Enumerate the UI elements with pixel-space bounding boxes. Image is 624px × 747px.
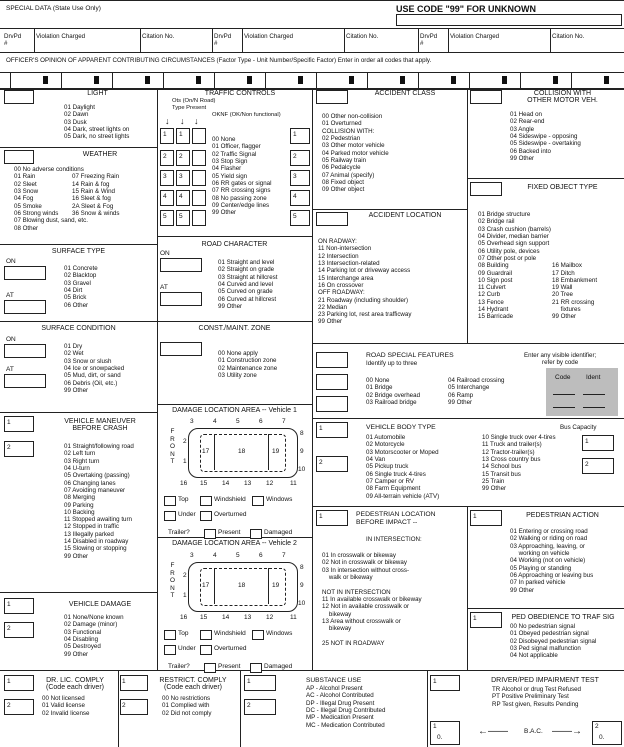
road-special-col2: 04 Railroad crossing 05 Interchange 06 Ramp 99 Other bbox=[448, 377, 505, 406]
use-code-field[interactable] bbox=[396, 14, 622, 26]
damage-zone-number: 9 bbox=[300, 582, 304, 589]
trailer-label: Trailer? bbox=[168, 529, 190, 536]
traffic-control-row-num: 2 bbox=[179, 153, 183, 160]
damage-overturned-checkbox[interactable] bbox=[200, 645, 212, 655]
vehicle-maneuver-title: VEHICLE MANEUVER BEFORE CRASH bbox=[64, 418, 136, 432]
damage-zone-number: 11 bbox=[290, 614, 297, 621]
factor-tick-mark bbox=[94, 76, 99, 84]
violation-cell-label: Citation No. bbox=[346, 33, 379, 40]
trailer-damaged-checkbox[interactable] bbox=[250, 529, 262, 539]
traffic-control-row-num: 1 bbox=[163, 131, 167, 138]
car-divider bbox=[214, 434, 215, 470]
accident-class-box[interactable] bbox=[316, 90, 348, 104]
vehicle-damage-box-2-num: 2 bbox=[7, 625, 11, 632]
violation-cell-label: Violation Charged bbox=[450, 33, 500, 40]
substance-box-1-num: 1 bbox=[247, 678, 251, 685]
factor-entry-box[interactable] bbox=[322, 79, 346, 88]
arrow-down-icon: ↓ bbox=[165, 116, 170, 126]
factor-entry-box[interactable] bbox=[424, 79, 448, 88]
factor-tick-mark bbox=[145, 76, 150, 84]
factor-entry-box[interactable] bbox=[16, 79, 40, 88]
violation-cell-label: DrvPd # bbox=[420, 33, 438, 48]
bus-capacity-box-1-num: 1 bbox=[585, 438, 589, 445]
drlic-box-1-num: 1 bbox=[7, 678, 11, 685]
factor-tick-mark bbox=[400, 76, 405, 84]
ped-action-options: 01 Entering or crossing road 02 Walking or riding on road 03 Approaching, leaving, or working on vehicle 04 Working (not on vehicle) 05 Playing or standing 06 Approaching or leaving bus 07 In parked vehicle 99 Other bbox=[510, 528, 594, 594]
damage-zone-number: 14 bbox=[222, 614, 230, 621]
damage-zone-number: 5 bbox=[236, 552, 240, 559]
damage-under-checkbox[interactable] bbox=[164, 645, 176, 655]
factor-entry-box[interactable] bbox=[118, 79, 142, 88]
factor-tick-mark bbox=[604, 76, 609, 84]
light-box[interactable] bbox=[4, 90, 34, 104]
violation-cell-label: Citation No. bbox=[142, 33, 175, 40]
factor-entry-box[interactable] bbox=[67, 79, 91, 88]
const-maint-options: 00 None apply 01 Construction zone 02 Maintenance zone 03 Utility zone bbox=[218, 350, 278, 379]
factor-entry-box[interactable] bbox=[220, 79, 244, 88]
cell-divider bbox=[34, 29, 35, 52]
collision-with-options: 01 Head on 02 Rear-end 03 Angle 04 Sideswipe - opposing 05 Sideswipe - overtaking 06 Backed into 99 Other bbox=[510, 111, 581, 162]
car-divider bbox=[214, 568, 215, 604]
factor-tick-mark bbox=[43, 76, 48, 84]
road-character-on-box[interactable] bbox=[160, 258, 202, 272]
surface-condition-at-label: AT bbox=[6, 366, 14, 373]
vehicle-maneuver-options: 01 Straight/following road 02 Left turn 03 Right turn 04 U-turn 05 Overtaking (passing) 06 Changing lanes 07 Avoiding maneuver 08 Merging 09 Parking 10 Backing 11 Stopped awaiting turn 12 Stopped in traffic 13 Illegally parked 14 Disabled in roadway 15 Slowing or stopping 99 Other bbox=[64, 443, 134, 560]
ident-label: Ident bbox=[586, 374, 601, 381]
damage1-title: DAMAGE LOCATION AREA -- Vehicle 1 bbox=[172, 407, 297, 414]
damage-zone-number: 1 bbox=[183, 458, 187, 465]
damage-zone-number: 4 bbox=[213, 418, 217, 425]
road-character-options: 01 Straight and level 02 Straight on grade 03 Straight at hillcrest 04 Curved and level 05 Curved on grade 06 Curved at hillcrest 99 Other bbox=[218, 259, 278, 310]
weather-options-col2: 07 Freezing Rain 14 Rain & fog 15 Rain & Wind 16 Sleet & fog 2A Sleet & Fog 36 Snow & winds bbox=[72, 173, 120, 217]
surface-type-options: 01 Concrete 02 Blacktop 03 Gravel 04 Dirt 05 Brick 06 Other bbox=[64, 265, 98, 309]
road-special-box[interactable] bbox=[316, 396, 348, 412]
road-special-col1: 00 None 01 Bridge 02 Bridge overhead 03 Railroad bridge bbox=[366, 377, 421, 406]
damage-zone-number: 19 bbox=[272, 582, 280, 589]
front-label: F R O N T bbox=[170, 428, 175, 466]
fixed-object-col2: 16 Mailbox 17 Ditch 18 Embankment 19 Wall 20 Tree 21 RR crossing fixtures 99 Other bbox=[552, 262, 598, 321]
damage-zone-number: 17 bbox=[202, 448, 210, 455]
substance-options: AP - Alcohol Present AC - Alcohol Contributed DP - Illegal Drug Present DC - Illegal Drug Contributed MP - Medication Present MC - Medication Contributed bbox=[306, 685, 386, 729]
factor-entry-box[interactable] bbox=[169, 79, 193, 88]
road-special-box[interactable] bbox=[316, 352, 348, 368]
violation-cell-label: Violation Charged bbox=[244, 33, 294, 40]
factor-entry-box[interactable] bbox=[577, 79, 601, 88]
factor-divider bbox=[214, 72, 215, 88]
damage-zone-number: 19 bbox=[272, 448, 280, 455]
maneuver-box-2-num: 2 bbox=[7, 444, 11, 451]
damage-zone-number: 14 bbox=[222, 480, 230, 487]
damage-zone-number: 4 bbox=[213, 552, 217, 559]
weather-options-col1: 00 No adverse conditions 01 Rain 02 Sleet 03 Snow 04 Fog 05 Smoke 06 Strong winds 07 Blowing dust, sand, etc. 08 Other bbox=[14, 166, 88, 232]
trailer-present-checkbox[interactable] bbox=[204, 529, 216, 539]
officer-opinion-label: OFFICER'S OPINION OF APPARENT CONTRIBUTING CIRCUMSTANCES (Factor Type - Unit Number/Specific Factor) Enter in order all codes that apply. bbox=[6, 57, 432, 64]
road-special-title: ROAD SPECIAL FEATURES bbox=[366, 352, 454, 359]
factor-tick-mark bbox=[247, 76, 252, 84]
factor-divider bbox=[469, 72, 470, 88]
damage-zone-number: 7 bbox=[282, 552, 286, 559]
factor-divider bbox=[163, 72, 164, 88]
ped-obedience-options: 00 No pedestrian signal 01 Obeyed pedestrian signal 02 Disobeyed pedestrian signal 03 Ped signal malfunction 04 Not applicable bbox=[510, 623, 597, 660]
road-special-sub: Identify up to three bbox=[366, 360, 418, 367]
surface-type-title: SURFACE TYPE bbox=[51, 248, 106, 255]
violation-cell-label: Violation Charged bbox=[36, 33, 86, 40]
surface-condition-on-box[interactable] bbox=[4, 344, 46, 358]
accident-class-options: 00 Other non-collision 01 Overturned COLLISION WITH: 02 Pedestrian 03 Other motor vehicle 04 Parked motor vehicle 05 Railway train 06 Pedalcycle 07 Animal (specify) 08 Fixed object 09 Other object bbox=[322, 113, 389, 194]
surface-type-at-label: AT bbox=[6, 292, 14, 299]
damage-zone-number: 16 bbox=[180, 480, 188, 487]
factor-divider bbox=[10, 72, 11, 88]
damage-zone-number: 10 bbox=[298, 600, 306, 607]
damage-windows-label: Windows bbox=[266, 630, 293, 637]
traffic-control-row-num: 3 bbox=[163, 173, 167, 180]
damage-zone-number: 15 bbox=[200, 614, 208, 621]
light-options: 01 Daylight 02 Dawn 03 Dusk 04 Dark, street lights on 05 Dark, no street lights bbox=[64, 104, 130, 141]
front-label: F R O N T bbox=[170, 562, 175, 600]
damage-zone-number: 18 bbox=[238, 448, 246, 455]
traffic-control-row-num: 5 bbox=[293, 213, 297, 220]
bus-capacity-box-2-num: 2 bbox=[585, 461, 589, 468]
weather-title: WEATHER bbox=[82, 151, 118, 158]
damage-zone-number: 15 bbox=[200, 480, 208, 487]
damage-windshield-checkbox[interactable] bbox=[200, 630, 212, 640]
damage-zone-number: 6 bbox=[259, 418, 263, 425]
cell-divider bbox=[418, 29, 419, 52]
damage2-title: DAMAGE LOCATION AREA -- Vehicle 2 bbox=[172, 540, 297, 547]
factor-tick-mark bbox=[349, 76, 354, 84]
accident-location-title: ACCIDENT LOCATION bbox=[368, 212, 442, 219]
road-character-at-label: AT bbox=[160, 284, 168, 291]
damage-zone-number: 13 bbox=[244, 614, 252, 621]
body-type-col2: 10 Single truck over 4-tires 11 Truck and trailer(s) 12 Tractor-trailer(s) 13 Cross country bus 14 School bus 15 Transit bus 25 Train 99 Other bbox=[482, 434, 556, 493]
surface-condition-title: SURFACE CONDITION bbox=[41, 325, 116, 332]
surface-type-on-box[interactable] bbox=[4, 266, 46, 280]
ped-location-options: 01 In crosswalk or bikeway 02 Not in crosswalk or bikeway 03 In intersection without cross- walk or bikeway NOT IN INTERSECTION 11 In available crosswalk or bikeway 12 Not in available crosswalk or bikeway 13 Area without crosswalk or bikeway 25 NOT IN ROADWAY bbox=[322, 552, 422, 647]
damage-zone-number: 13 bbox=[244, 480, 252, 487]
road-character-on-label: ON bbox=[160, 250, 170, 257]
ped-action-box-num: 1 bbox=[473, 513, 477, 520]
ped-obedience-box-num: 1 bbox=[473, 615, 477, 622]
factor-entry-box[interactable] bbox=[475, 79, 499, 88]
damage-zone-number: 3 bbox=[190, 418, 194, 425]
damage-zone-number: 9 bbox=[300, 448, 304, 455]
impairment-options: TR Alcohol or drug Test Refused PT Positive Preliminary Test RP Test given, Results Pending bbox=[492, 686, 581, 708]
factor-tick-mark bbox=[451, 76, 456, 84]
weather-box[interactable] bbox=[4, 150, 34, 164]
damage-windshield-checkbox[interactable] bbox=[200, 496, 212, 506]
traffic-control-row-num: 4 bbox=[163, 193, 167, 200]
damage-zone-number: 18 bbox=[238, 582, 246, 589]
damage-zone-number: 7 bbox=[282, 418, 286, 425]
car-divider bbox=[268, 434, 269, 470]
damage-top-label: Top bbox=[178, 630, 189, 637]
vehicle-damage-title: VEHICLE DAMAGE bbox=[68, 601, 132, 608]
drlic-box-2-num: 2 bbox=[7, 702, 11, 709]
damage-zone-number: 11 bbox=[290, 480, 297, 487]
special-data-label: SPECIAL DATA (State Use Only) bbox=[6, 5, 101, 12]
factor-entry-box[interactable] bbox=[526, 79, 550, 88]
use-code-title: USE CODE "99" FOR UNKNOWN bbox=[396, 4, 537, 14]
traffic-control-row-num: 2 bbox=[293, 153, 297, 160]
trailer-label: Trailer? bbox=[168, 663, 190, 670]
trailer-present-label: Present bbox=[218, 529, 241, 536]
car-divider bbox=[268, 568, 269, 604]
drlic-options: 00 Not licensed 01 Valid license 02 Invalid license bbox=[42, 695, 90, 717]
restrict-box-2-num: 2 bbox=[122, 702, 126, 709]
damage-top-checkbox[interactable] bbox=[164, 630, 176, 640]
traffic-control-row-num: 3 bbox=[293, 173, 297, 180]
damage-zone-number: 5 bbox=[236, 418, 240, 425]
factor-divider bbox=[571, 72, 572, 88]
trailer-present-label: Present bbox=[218, 663, 241, 670]
fixed-object-box[interactable] bbox=[470, 182, 502, 196]
damage-zone-number: 2 bbox=[183, 572, 187, 579]
damage-zone-number: 3 bbox=[190, 552, 194, 559]
damage-zone-number: 2 bbox=[183, 438, 187, 445]
impairment-title: DRIVER/PED IMPAIRMENT TEST bbox=[491, 677, 599, 684]
damage-zone-number: 16 bbox=[180, 614, 188, 621]
arrow-left-icon: ←—— bbox=[478, 726, 508, 737]
collision-with-box[interactable] bbox=[470, 90, 502, 104]
bac-label: B.A.C. bbox=[524, 728, 543, 735]
surface-type-on-label: ON bbox=[6, 258, 16, 265]
traffic-oknf-label: OKNF (OK/Non functional) bbox=[212, 112, 281, 118]
traffic-control-row-num: 5 bbox=[179, 213, 183, 220]
traffic-control-oknf-box[interactable] bbox=[192, 150, 206, 166]
restrict-options: 00 No restrictions 01 Complied with 02 Did not comply bbox=[162, 695, 212, 717]
damage-windows-checkbox[interactable] bbox=[252, 630, 264, 640]
factor-tick-mark bbox=[298, 76, 303, 84]
road-character-title: ROAD CHARACTER bbox=[201, 241, 268, 248]
bac-box-2-num: 2 bbox=[595, 723, 599, 730]
damage-under-label: Under bbox=[178, 645, 196, 652]
damage-overturned-label: Overturned bbox=[214, 645, 247, 652]
trailer-present-checkbox[interactable] bbox=[204, 663, 216, 673]
factor-tick-mark bbox=[196, 76, 201, 84]
cell-divider bbox=[448, 29, 449, 52]
cell-divider bbox=[140, 29, 141, 52]
bac-box-2-zero: 0. bbox=[599, 734, 605, 741]
accident-location-box[interactable] bbox=[316, 212, 348, 226]
const-maint-box[interactable] bbox=[160, 342, 202, 356]
ped-action-title: PEDESTRIAN ACTION bbox=[526, 512, 599, 519]
traffic-control-row-num: 1 bbox=[179, 131, 183, 138]
damage-top-label: Top bbox=[178, 496, 189, 503]
bus-capacity-label: Bus Capacity bbox=[560, 424, 597, 431]
body-type-box-1-num: 1 bbox=[319, 425, 323, 432]
fixed-object-title: FIXED OBJECT TYPE bbox=[527, 184, 598, 191]
bac-box-1-num: 1 bbox=[433, 723, 437, 730]
arrow-right-icon: ——→ bbox=[552, 726, 582, 737]
surface-condition-on-label: ON bbox=[6, 336, 16, 343]
factor-divider bbox=[265, 72, 266, 88]
cell-divider bbox=[550, 29, 551, 52]
body-type-title: VEHICLE BODY TYPE bbox=[366, 424, 436, 431]
accident-location-options: ON RADWAY: 11 Non-intersection 12 Intersection 13 Intersection-related 14 Parking lot or driveway access 15 Interchange area 16 On crossover OFF ROADWAY: 21 Roadway (including shoulder) 22 Median 23 Parking lot, rest area trafficway 99 Other bbox=[318, 238, 412, 326]
cell-divider bbox=[212, 29, 213, 52]
damage-top-checkbox[interactable] bbox=[164, 496, 176, 506]
surface-condition-options: 01 Dry 02 Wet 03 Snow or slush 04 Ice or snowpacked 05 Mud, dirt, or sand 06 Debris (Oil, etc.) 99 Other bbox=[64, 343, 125, 394]
maneuver-box-1-num: 1 bbox=[7, 419, 11, 426]
damage-overturned-checkbox[interactable] bbox=[200, 511, 212, 521]
factor-divider bbox=[367, 72, 368, 88]
impairment-box-1-num: 1 bbox=[433, 678, 437, 685]
code-label: Code bbox=[555, 374, 571, 381]
cell-divider bbox=[344, 29, 345, 52]
factor-divider bbox=[316, 72, 317, 88]
traffic-control-oknf-box[interactable] bbox=[192, 170, 206, 186]
traffic-control-row-num: 4 bbox=[293, 193, 297, 200]
vehicle-damage-options: 01 None/None known 02 Damage (minor) 03 Functional 04 Disabling 05 Destroyed 99 Other bbox=[64, 614, 124, 658]
trailer-damaged-checkbox[interactable] bbox=[250, 663, 262, 673]
traffic-control-row-num: 1 bbox=[293, 131, 297, 138]
damage-under-label: Under bbox=[178, 511, 196, 518]
drlic-title: DR. LIC. COMPLY (Code each driver) bbox=[46, 677, 104, 691]
damage-windshield-label: Windshield bbox=[214, 496, 246, 503]
accident-class-title: ACCIDENT CLASS bbox=[374, 90, 436, 97]
factor-divider bbox=[61, 72, 62, 88]
traffic-control-row-num: 5 bbox=[163, 213, 167, 220]
restrict-box-1-num: 1 bbox=[122, 678, 126, 685]
damage-windows-checkbox[interactable] bbox=[252, 496, 264, 506]
damage-zone-number: 8 bbox=[300, 564, 304, 571]
factor-divider bbox=[112, 72, 113, 88]
factor-entry-box[interactable] bbox=[271, 79, 295, 88]
traffic-control-oknf-box[interactable] bbox=[192, 190, 206, 206]
road-character-at-box[interactable] bbox=[160, 292, 202, 306]
factor-divider bbox=[520, 72, 521, 88]
ped-location-title: PEDESTRIAN LOCATION BEFORE IMPACT -- bbox=[356, 511, 436, 527]
traffic-control-row-num: 4 bbox=[179, 193, 183, 200]
factor-divider bbox=[418, 72, 419, 88]
violation-cell-label: Citation No. bbox=[552, 33, 585, 40]
surface-type-at-box[interactable] bbox=[4, 300, 46, 314]
const-maint-title: CONST./MAINT. ZONE bbox=[198, 325, 271, 332]
traffic-controls-title: TRAFFIC CONTROLS bbox=[204, 90, 276, 97]
damage-windshield-label: Windshield bbox=[214, 630, 246, 637]
road-special-box[interactable] bbox=[316, 374, 348, 390]
traffic-control-row-num: 3 bbox=[179, 173, 183, 180]
collision-with-title: COLLISION WITH OTHER MOTOR VEH. bbox=[527, 90, 598, 104]
light-title: LIGHT bbox=[87, 90, 108, 97]
road-special-enter-any: Enter any visible identifier; refer by code bbox=[524, 352, 597, 367]
vehicle-damage-box-1-num: 1 bbox=[7, 601, 11, 608]
body-type-col1: 01 Automobile 02 Motorcycle 03 Motorscooter or Moped 04 Van 05 Pickup truck 06 Single truck 4-tires 07 Camper or RV 08 Farm Equipment 09 All-terrain vehicle (ATV) bbox=[366, 434, 440, 500]
bac-box-1-zero: 0. bbox=[437, 734, 443, 741]
damage-zone-number: 6 bbox=[259, 552, 263, 559]
body-type-box-2-num: 2 bbox=[319, 459, 323, 466]
factor-entry-box[interactable] bbox=[373, 79, 397, 88]
damage-zone-number: 8 bbox=[300, 430, 304, 437]
traffic-ots-label: Ots (On/N Road) Type Present bbox=[172, 98, 216, 111]
ped-location-in-intersection: IN INTERSECTION: bbox=[366, 536, 422, 543]
ped-obedience-title: PED OBEDIENCE TO TRAF SIG bbox=[511, 614, 615, 621]
damage-windows-label: Windows bbox=[266, 496, 293, 503]
damage-zone-number: 12 bbox=[266, 614, 274, 621]
traffic-control-row-num: 2 bbox=[163, 153, 167, 160]
damage-zone-number: 12 bbox=[266, 480, 274, 487]
damage-zone-number: 1 bbox=[183, 592, 187, 599]
arrow-down-icon: ↓ bbox=[194, 116, 199, 126]
damage-under-checkbox[interactable] bbox=[164, 511, 176, 521]
traffic-control-oknf-box[interactable] bbox=[192, 210, 206, 226]
violation-cell-label: DrvPd # bbox=[214, 33, 232, 48]
restrict-title: RESTRICT. COMPLY (Code each driver) bbox=[159, 677, 227, 691]
factor-tick-mark bbox=[502, 76, 507, 84]
arrow-down-icon: ↓ bbox=[180, 116, 185, 126]
substance-box-2-num: 2 bbox=[247, 702, 251, 709]
fixed-object-col1: 01 Bridge structure 02 Bridge rail 03 Crash cushion (barrels) 04 Divider, median barrier 05 Overhead sign support 06 Utility pole, devices 07 Other post or pole 08 Building 09 Guardrail 10 Sign post 11 Culvert 12 Curb 13 Fence 14 Hydrant 15 Barricade bbox=[478, 211, 551, 321]
surface-condition-at-box[interactable] bbox=[4, 374, 46, 388]
violation-cell-label: DrvPd # bbox=[4, 33, 22, 48]
traffic-control-oknf-box[interactable] bbox=[192, 128, 206, 144]
traffic-controls-options: 00 None 01 Officer, flagger 02 Traffic Signal 03 Stop Sign 04 Flasher 05 Yield sign 06 RR gates or signal 07 RR crossing signs 08 No passing zone 09 Center/edge lines 99 Other bbox=[212, 136, 272, 217]
factor-tick-mark bbox=[553, 76, 558, 84]
trailer-damaged-label: Damaged bbox=[264, 663, 293, 670]
substance-title: SUBSTANCE USE bbox=[306, 677, 362, 684]
damage-zone-number: 17 bbox=[202, 582, 210, 589]
trailer-damaged-label: Damaged bbox=[264, 529, 293, 536]
damage-zone-number: 10 bbox=[298, 466, 306, 473]
cell-divider bbox=[242, 29, 243, 52]
ped-location-box-num: 1 bbox=[319, 513, 323, 520]
damage-overturned-label: Overturned bbox=[214, 511, 247, 518]
